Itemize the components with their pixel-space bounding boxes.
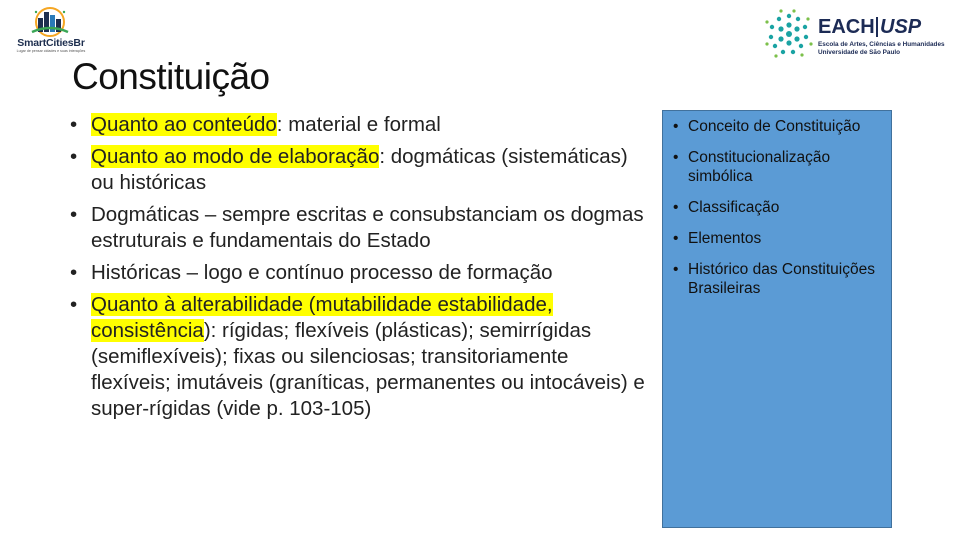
each-usp-logo (764, 8, 954, 64)
item-text: : material e formal (276, 113, 441, 136)
topic-item: • Classificação (671, 198, 891, 217)
slide-title: Constituição (72, 56, 270, 97)
list-item (70, 202, 645, 254)
topic-item: • Histórico das Constituições Brasileiras (671, 260, 891, 298)
each-university-name: Universidade de São Paulo (818, 49, 901, 56)
item-text: ): rígidas; flexíveis (plásticas); semirrígidas (semiflexíveis); fixas ou silenciosas; transitoriamente flexíveis; imutáveis (graníticas, permanentes ou intocáveis) e super-rígidas (vide p. 103-105) (91, 319, 645, 420)
each-school-name: Escola de Artes, Ciências e Humanidades (818, 41, 945, 48)
topics-panel (662, 110, 892, 528)
city-skyline-icon (26, 4, 74, 38)
main-bullet-list (70, 112, 645, 428)
smartcities-name: SmartCitiesBr (17, 37, 85, 49)
topic-item: • Constitucionalização simbólica (671, 148, 891, 186)
smartcities-tagline: Lugar de pensar cidades e suas interações (16, 49, 86, 53)
logo-divider (876, 17, 878, 37)
topic-item: • Conceito de Constituição (671, 117, 891, 136)
highlighted-text: Quanto ao modo de elaboração (91, 145, 380, 168)
topic-item: • Elementos (671, 229, 891, 248)
highlighted-text: Quanto ao conteúdo (91, 113, 277, 136)
item-text: : dogmáticas (sistemáticas) ou históricas (91, 145, 628, 194)
smartcities-logo (8, 4, 94, 54)
list-item (70, 260, 645, 286)
list-item (70, 144, 645, 196)
list-item (70, 292, 645, 422)
usp-wordmark: USP (880, 16, 922, 38)
each-wordmark: EACH (818, 16, 875, 38)
each-mark-icon (764, 8, 814, 60)
list-item (70, 112, 645, 138)
item-text: Dogmáticas – sempre escritas e consubstanciam os dogmas estruturais e fundamentais do Estado (91, 203, 644, 252)
item-text: Históricas – logo e contínuo processo de formação (91, 261, 553, 284)
highlighted-text: Quanto à alterabilidade (mutabilidade estabilidade, consistência (91, 293, 553, 342)
topics-list (663, 111, 891, 298)
